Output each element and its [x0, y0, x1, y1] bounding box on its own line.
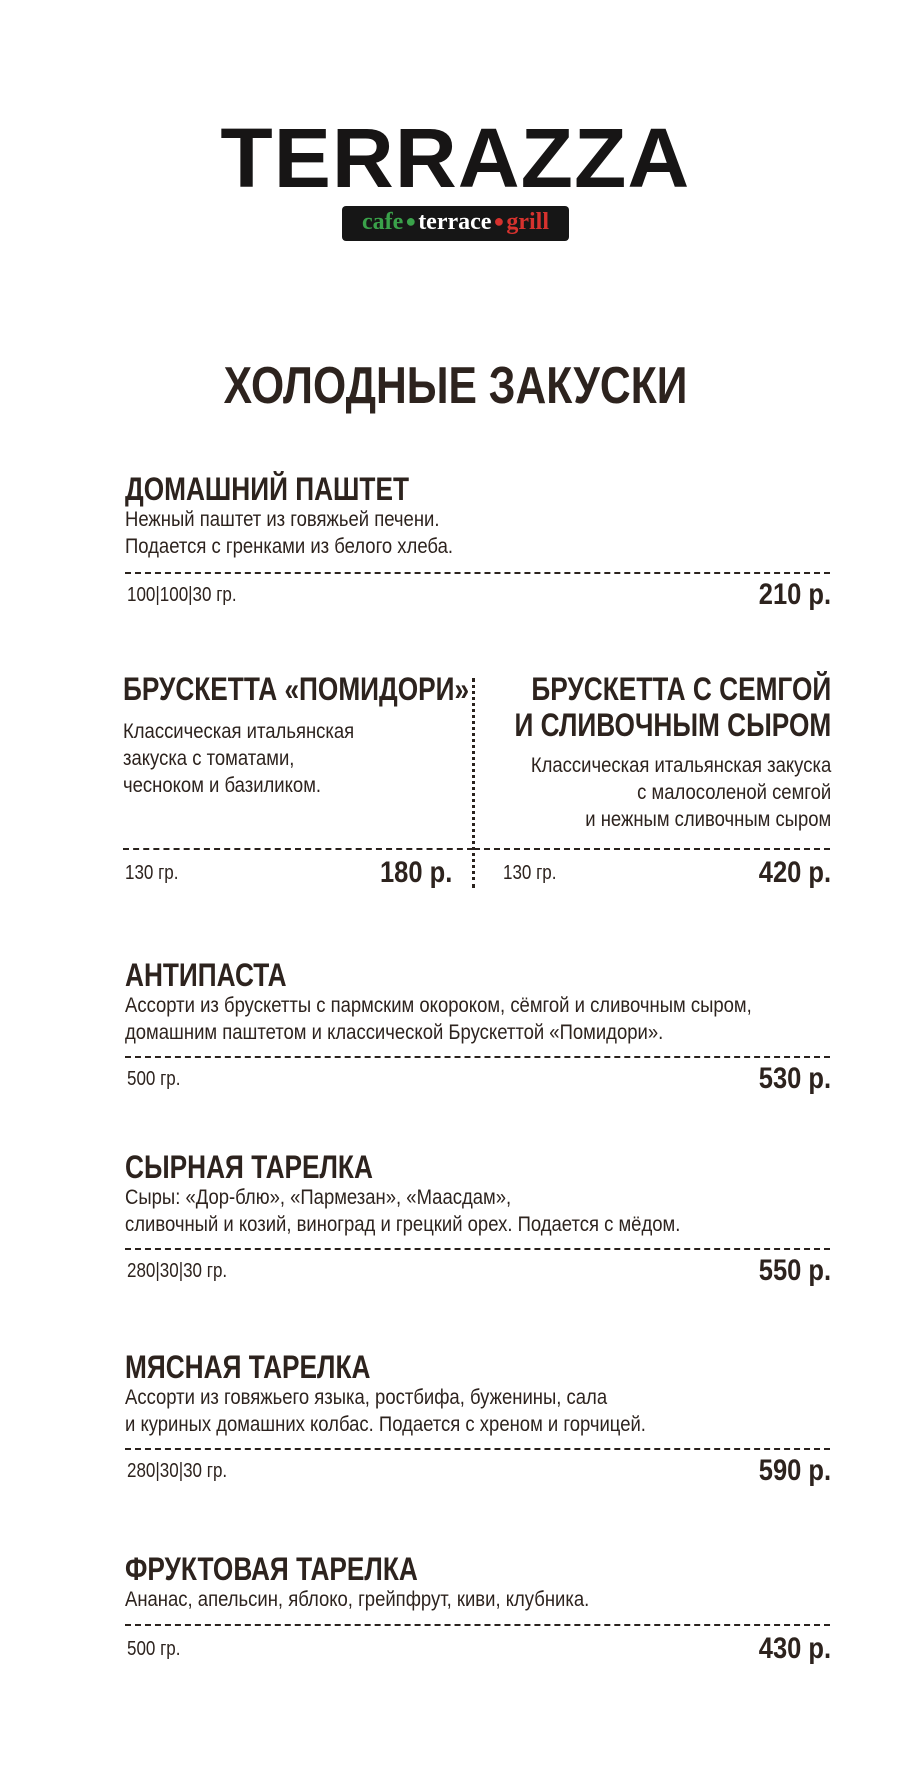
- item-name: СЫРНАЯ ТАРЕЛКА: [125, 1149, 373, 1185]
- item-desc-line: сливочный и козий, виноград и грецкий орех. Подается с мёдом.: [125, 1213, 681, 1236]
- logo-wordmark: TERRAZZA: [220, 111, 691, 205]
- item-price: 530 р.: [758, 1062, 831, 1095]
- item-desc-line: закуска с томатами,: [123, 747, 295, 770]
- item-weight: 130 гр.: [503, 862, 557, 884]
- red-dot-icon: ●: [493, 211, 505, 231]
- section-title: ХОЛОДНЫЕ ЗАКУСКИ: [223, 357, 688, 415]
- item-weight: 500 гр.: [127, 1068, 181, 1090]
- item-name-line: И СЛИВОЧНЫМ СЫРОМ: [514, 707, 831, 743]
- green-dot-icon: ●: [405, 211, 417, 231]
- item-name-line: БРУСКЕТТА С СЕМГОЙ: [531, 671, 831, 707]
- tagline-cafe: cafe: [362, 209, 404, 235]
- item-weight: 100|100|30 гр.: [127, 584, 237, 606]
- item-desc-line: с малосоленой семгой: [636, 781, 831, 804]
- item-price: 430 р.: [758, 1632, 831, 1665]
- item-price: 420 р.: [758, 856, 831, 889]
- item-name: БРУСКЕТТА «ПОМИДОРИ»: [123, 671, 470, 707]
- dashed-divider: [125, 1056, 830, 1058]
- item-desc-line: домашним паштетом и классической Брускеттой «Помидори».: [125, 1021, 664, 1044]
- item-name: ДОМАШНИЙ ПАШТЕТ: [125, 471, 409, 507]
- item-name: АНТИПАСТА: [125, 957, 287, 993]
- item-desc-line: Ассорти из говяжьего языка, ростбифа, буженины, сала: [125, 1386, 608, 1409]
- dashed-divider: [474, 848, 830, 850]
- dashed-divider: [125, 1624, 830, 1626]
- tagline-grill: grill: [506, 209, 549, 235]
- dashed-divider: [125, 1248, 830, 1250]
- item-desc-line: Подается с гренками из белого хлеба.: [125, 535, 453, 558]
- menu-item-pate: [125, 472, 498, 560]
- item-weight: 130 гр.: [125, 862, 179, 884]
- item-desc-line: и куриных домашних колбас. Подается с хреном и горчицей.: [125, 1413, 646, 1436]
- item-name: ФРУКТОВАЯ ТАРЕЛКА: [125, 1551, 418, 1587]
- item-desc-line: Классическая итальянская закуска: [530, 754, 831, 777]
- item-weight: 500 гр.: [127, 1638, 181, 1660]
- menu-item-fruit-plate: [125, 1552, 653, 1613]
- item-weight: 280|30|30 гр.: [127, 1460, 228, 1482]
- item-name: МЯСНАЯ ТАРЕЛКА: [125, 1349, 371, 1385]
- dashed-divider: [123, 848, 473, 850]
- item-desc-line: Нежный паштет из говяжьей печени.: [125, 508, 440, 531]
- item-desc-line: Классическая итальянская: [123, 720, 355, 743]
- item-price: 210 р.: [758, 578, 831, 611]
- item-desc-line: чесноком и базиликом.: [123, 774, 322, 797]
- item-desc-line: и нежным сливочным сыром: [584, 808, 831, 831]
- item-price: 590 р.: [758, 1454, 831, 1487]
- item-desc-line: Сыры: «Дор-блю», «Пармезан», «Маасдам»,: [125, 1186, 512, 1209]
- item-price: 180 р.: [380, 856, 453, 889]
- logo: [0, 111, 911, 241]
- dashed-divider: [125, 1448, 830, 1450]
- item-desc-line: Ананас, апельсин, яблоко, грейпфрут, киви, клубника.: [125, 1588, 590, 1611]
- tagline-terrace: terrace: [418, 209, 492, 235]
- menu-item-cheese-plate: [125, 1150, 756, 1238]
- dashed-divider: [125, 572, 830, 574]
- item-desc-line: Ассорти из брускетты с пармским окороком, сёмгой и сливочным сыром,: [125, 994, 752, 1017]
- menu-item-antipasta: [125, 958, 837, 1046]
- menu-item-meat-plate: [125, 1350, 717, 1438]
- item-weight: 280|30|30 гр.: [127, 1260, 228, 1282]
- item-price: 550 р.: [758, 1254, 831, 1287]
- menu-item-bruschetta-salmon: [445, 672, 831, 833]
- logo-tagline: [342, 206, 569, 241]
